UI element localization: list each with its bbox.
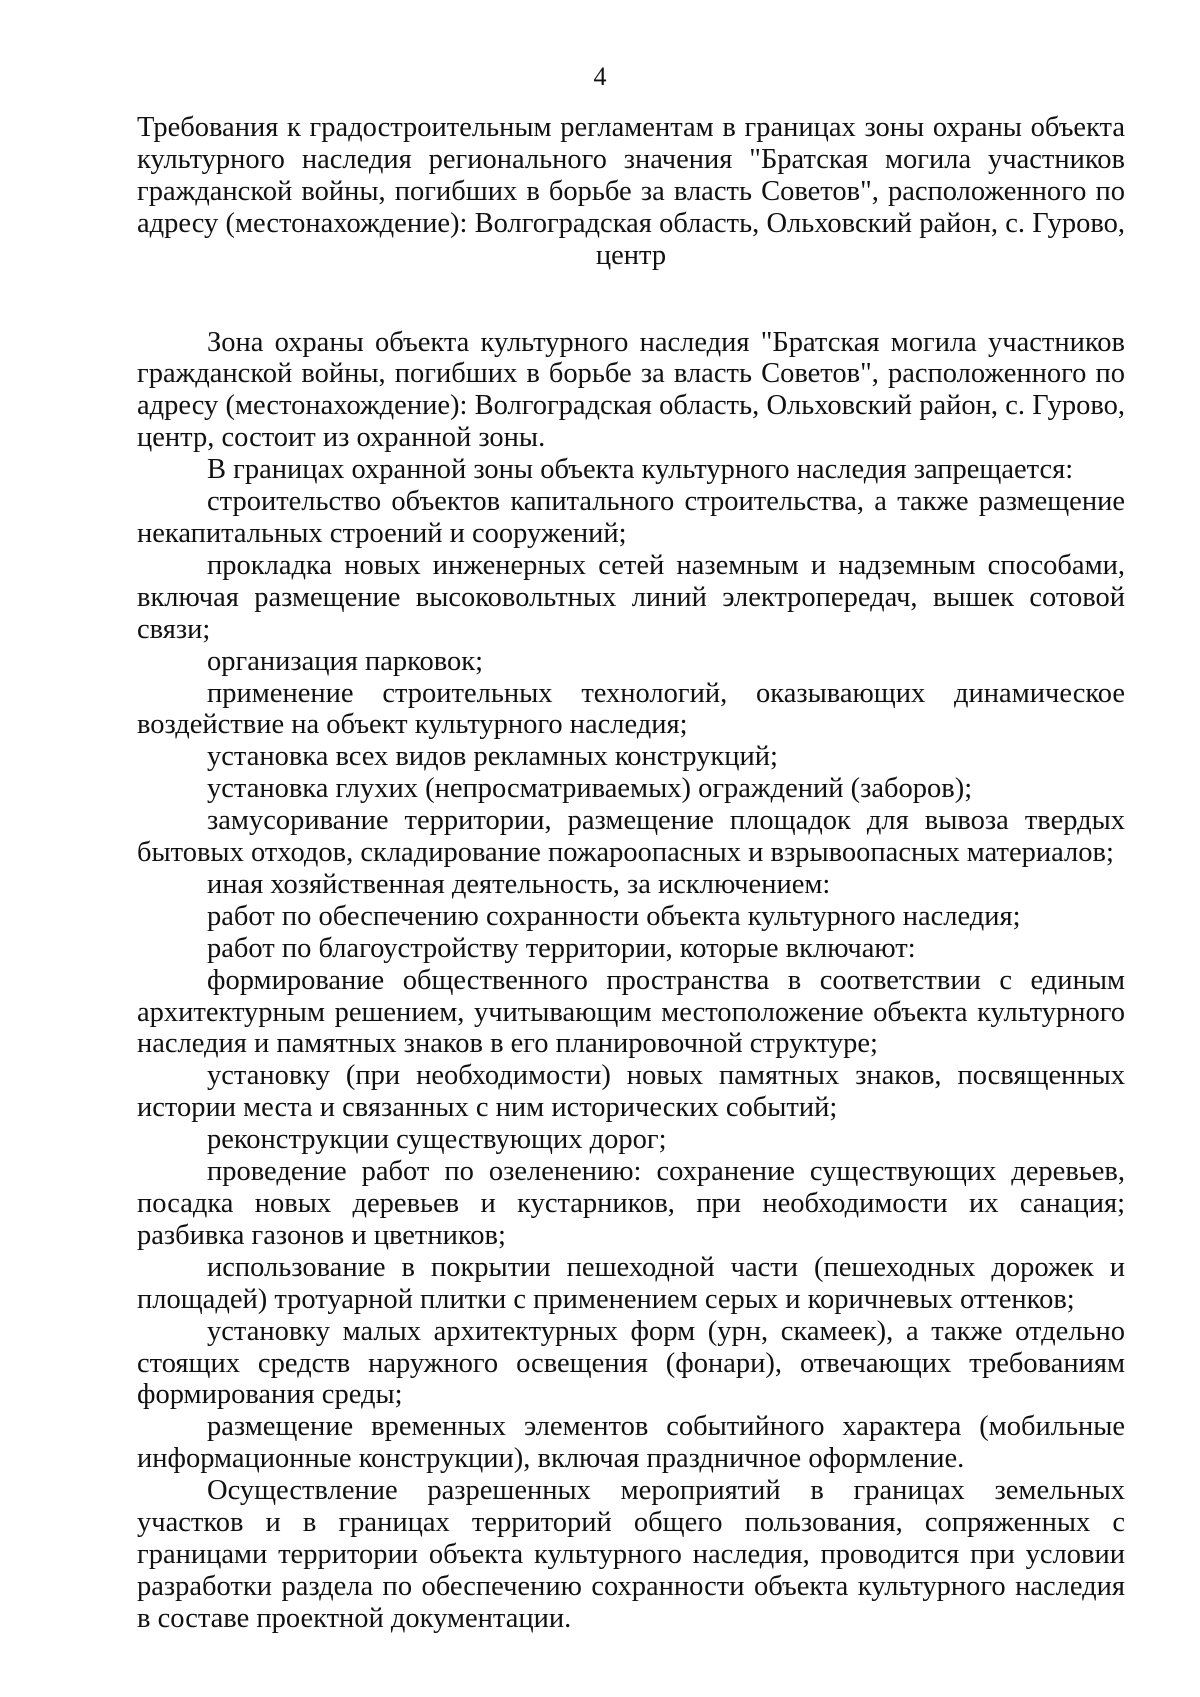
list-item: работ по благоустройству территории, которые включают: [207, 932, 916, 964]
paragraph: Осуществление разрешенных мероприятий в границах земельных участков и в границах территорий общего пользования, сопряженных с границами территории объекта культурного наследия, проводится при условии разработки раздела по обеспечению сохранности объекта культурного наследия в составе проектной документации. [137, 1475, 1125, 1634]
paragraph: В границах охранной зоны объекта культурного наследия запрещается: [207, 454, 1074, 486]
list-item: размещение временных элементов событийного характера (мобильные информационные конструкции), включая праздничное оформление. [137, 1411, 1125, 1475]
list-item: установка глухих (непросматриваемых) ограждений (заборов); [207, 773, 973, 805]
document-title: Требования к градостроительным регламентам в границах зоны охраны объекта культурного наследия регионального значения "Братская могила участников гражданской войны, погибших в борьбе за власть Советов", расположенного по адресу (местонахождение): Волгоградская область, Ольховский район, с. Гурово, центр [137, 112, 1125, 271]
list-item: замусоривание территории, размещение площадок для вывоза твердых бытовых отходов, складирование пожароопасных и взрывоопасных материалов; [137, 805, 1125, 869]
list-item: формирование общественного пространства в соответствии с единым архитектурным решением, учитывающим местоположение объекта культурного наследия и памятных знаков в его планировочной структуре; [137, 964, 1125, 1060]
list-item: работ по обеспечению сохранности объекта культурного наследия; [207, 900, 1021, 932]
list-item: установку (при необходимости) новых памятных знаков, посвященных истории места и связанных с ним исторических событий; [137, 1060, 1125, 1124]
list-item: установку малых архитектурных форм (урн, скамеек), а также отдельно стоящих средств наружного освещения (фонари), отвечающих требованиям формирования среды; [137, 1315, 1125, 1411]
list-item: применение строительных технологий, оказывающих динамическое воздействие на объект культурного наследия; [137, 677, 1125, 741]
list-item: использование в покрытии пешеходной части (пешеходных дорожек и площадей) тротуарной плитки с применением серых и коричневых оттенков; [137, 1251, 1125, 1315]
list-item: проведение работ по озеленению: сохранение существующих деревьев, посадка новых деревьев и кустарников, при необходимости их санация; разбивка газонов и цветников; [137, 1156, 1125, 1251]
list-item: реконструкции существующих дорог; [207, 1124, 667, 1156]
paragraph: Зона охраны объекта культурного наследия "Братская могила участников гражданской войны, погибших в борьбе за власть Советов", расположенного по адресу (местонахождение): Волгоградская область, Ольховский район, с. Гурово, центр, состоит из охранной зоны. [137, 326, 1125, 454]
document-body [137, 112, 1125, 1635]
list-item: иная хозяйственная деятельность, за исключением: [207, 868, 831, 900]
list-item: строительство объектов капитального строительства, а также размещение некапитальных строений и сооружений; [137, 486, 1125, 549]
list-item: установка всех видов рекламных конструкций; [207, 741, 778, 773]
title-spacer [137, 272, 1125, 327]
list-item: организация парковок; [207, 645, 484, 677]
page-number: 4 [593, 62, 607, 91]
list-item: прокладка новых инженерных сетей наземным и надземным способами, включая размещение высоковольтных линий электропередач, вышек сотовой связи; [137, 549, 1125, 645]
